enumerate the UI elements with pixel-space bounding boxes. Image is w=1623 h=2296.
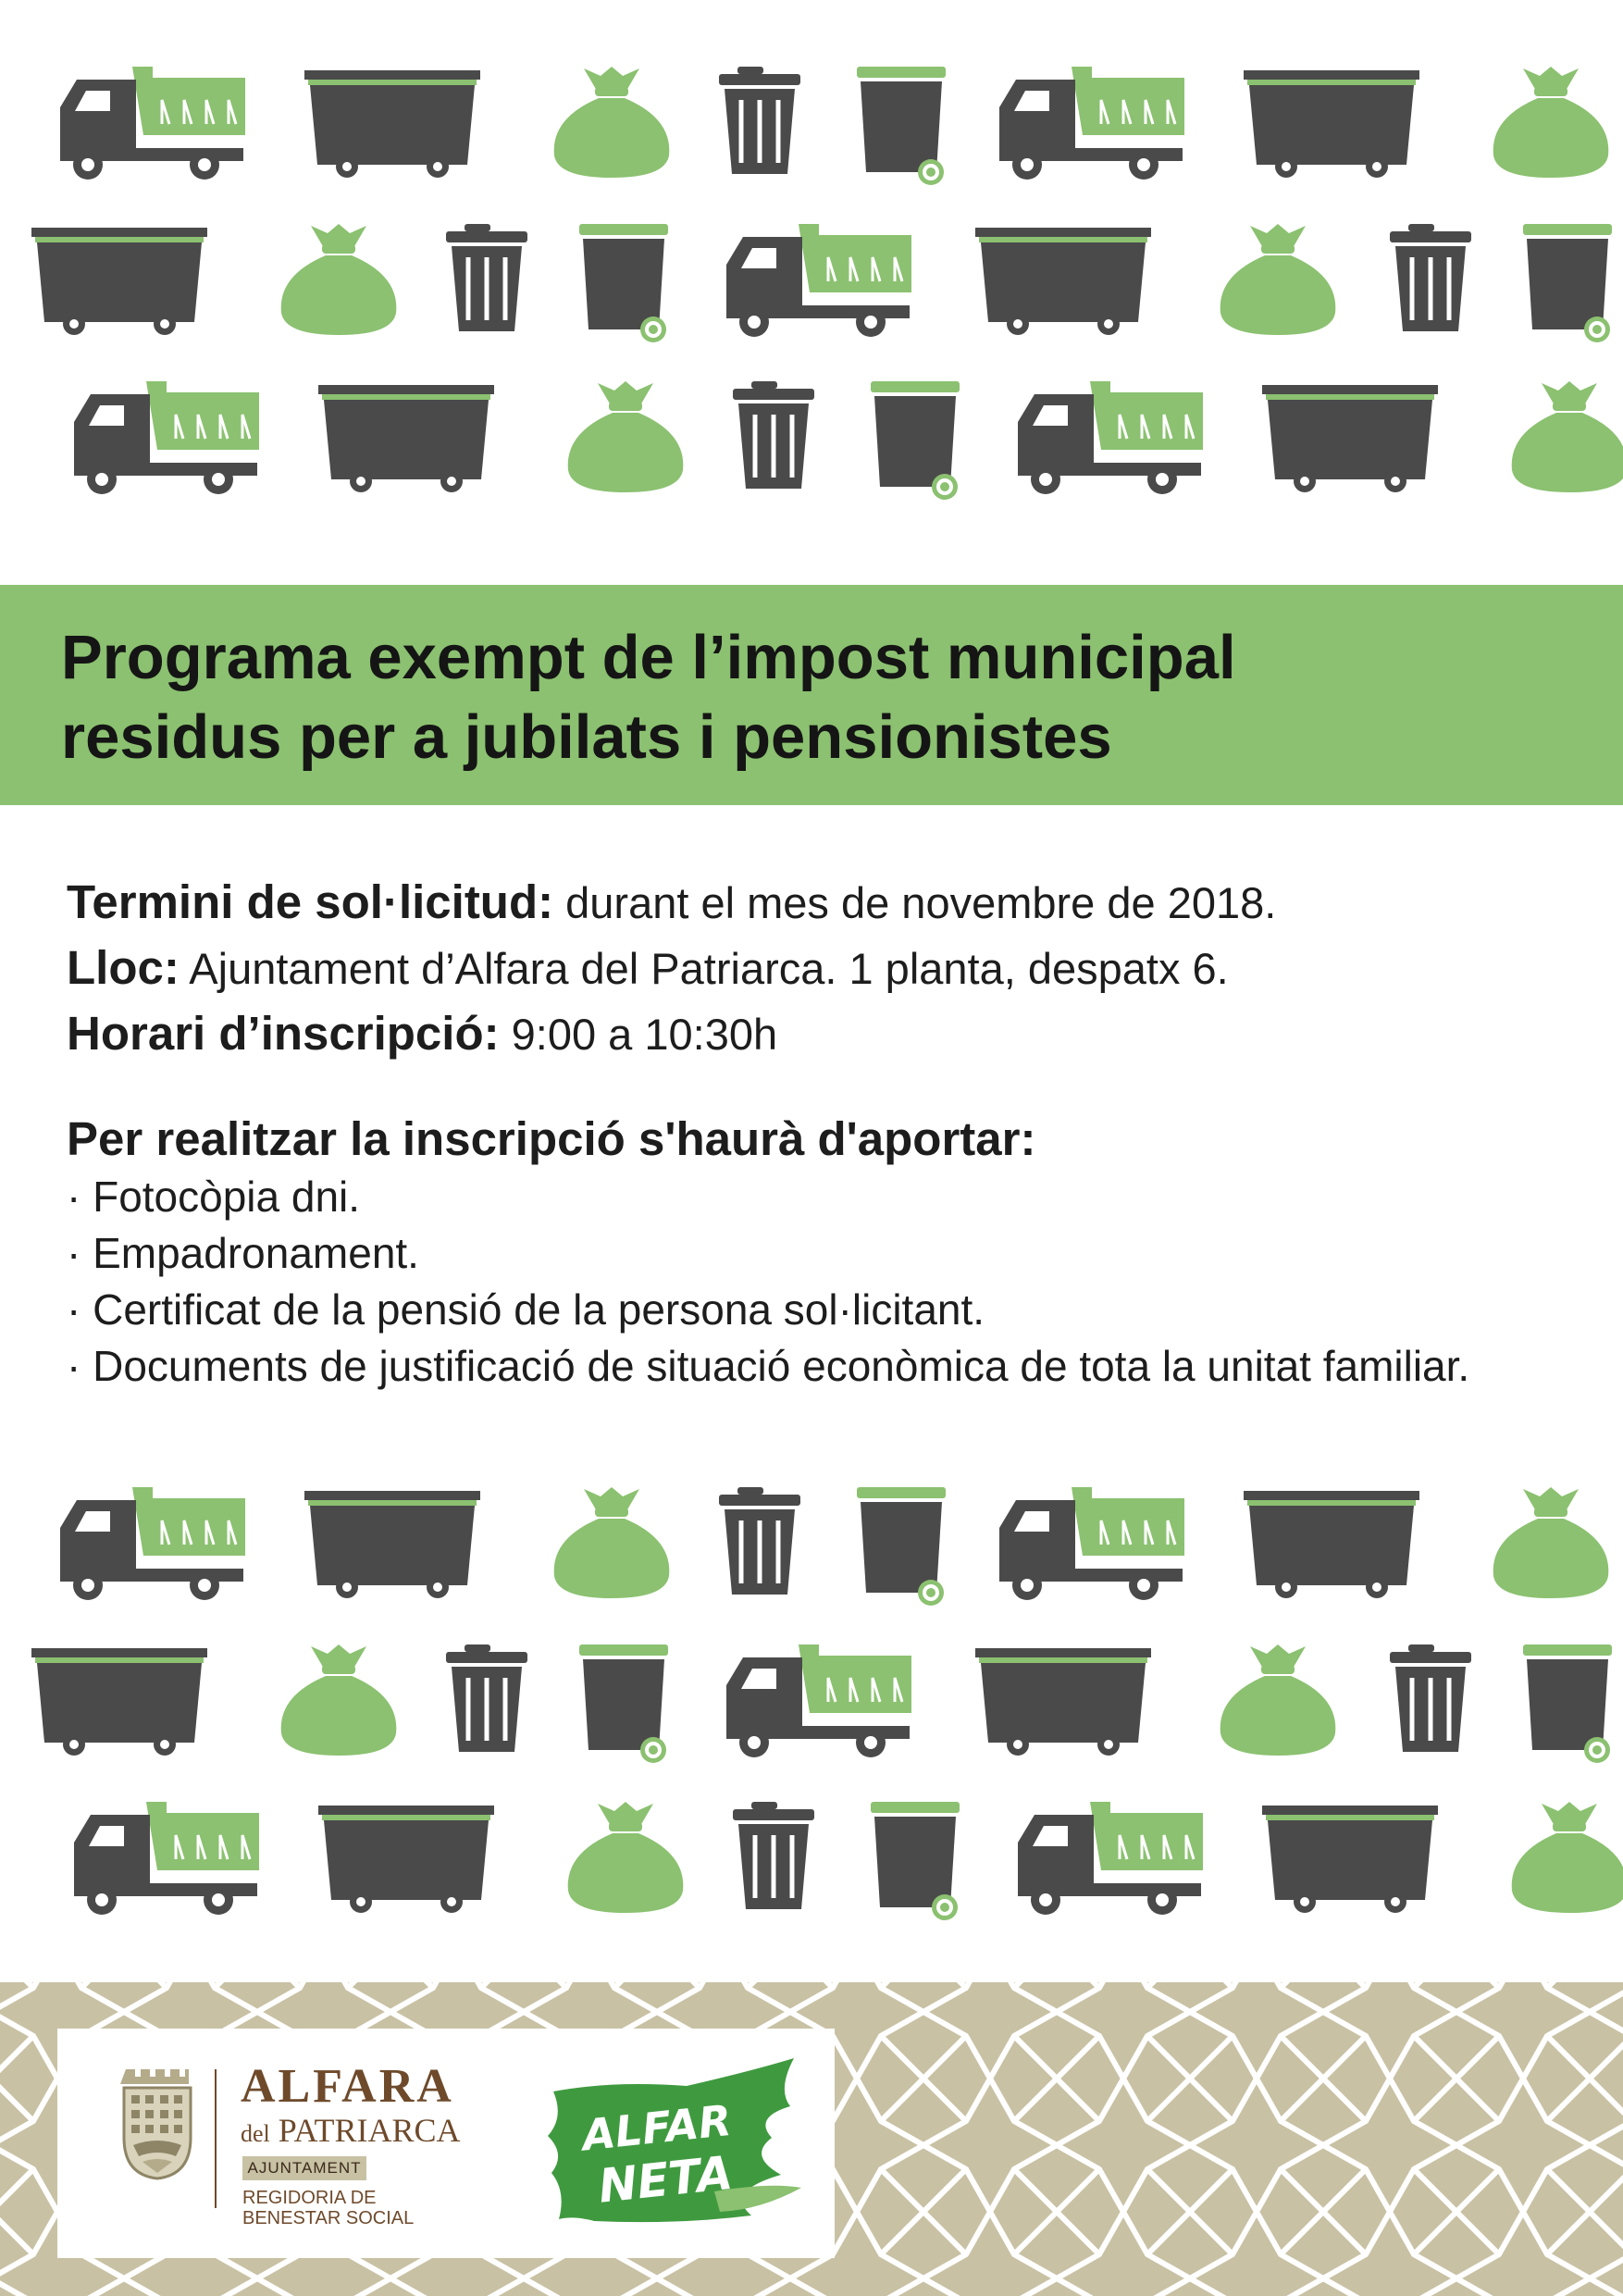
trash-can-icon xyxy=(719,67,800,174)
trash-can-icon xyxy=(1390,1644,1471,1752)
info-section xyxy=(67,870,1584,1395)
container-icon xyxy=(1262,385,1438,492)
wheelie-bin-icon xyxy=(1523,224,1612,342)
list-item: · Empadronament. xyxy=(67,1229,419,1277)
bag-icon xyxy=(1512,381,1623,492)
bag-icon xyxy=(554,67,670,178)
list-item: · Certificat de la pensió de la persona sol·licitant. xyxy=(67,1285,985,1334)
container-icon xyxy=(318,1806,494,1913)
campaign-line-1: ALFAR xyxy=(579,2094,734,2161)
logo-box xyxy=(57,2029,835,2258)
logo-divider xyxy=(215,2069,217,2208)
list-item: · Fotocòpia dni. xyxy=(67,1173,361,1221)
termini-label: Termini de sol·licitud: xyxy=(67,875,554,928)
truck-icon xyxy=(1018,1802,1203,1915)
horari-value: 9:00 a 10:30h xyxy=(499,1010,778,1059)
waste-icon-pattern-top xyxy=(0,56,1623,537)
lloc-value: Ajuntament d’Alfara del Patriarca. 1 planta, despatx 6. xyxy=(179,944,1229,993)
wheelie-bin-icon xyxy=(579,224,668,342)
ajuntament-badge: AJUNTAMENT xyxy=(242,2156,366,2180)
wheelie-bin-icon xyxy=(871,1802,960,1920)
container-icon xyxy=(31,228,207,335)
wheelie-bin-icon xyxy=(871,381,960,500)
truck-icon xyxy=(999,67,1184,180)
title-line-1: Programa exempt de l’impost municipal xyxy=(61,623,1236,692)
truck-icon xyxy=(726,224,911,337)
wheelie-bin-icon xyxy=(579,1644,668,1763)
bag-icon xyxy=(554,1487,670,1598)
bag-icon xyxy=(1512,1802,1623,1913)
title-banner xyxy=(0,585,1623,805)
wheelie-bin-icon xyxy=(1523,1644,1612,1763)
wheelie-bin-icon xyxy=(857,1487,946,1606)
trash-can-icon xyxy=(719,1487,800,1595)
container-icon xyxy=(1244,1491,1419,1598)
truck-icon xyxy=(1018,381,1203,494)
town-subname xyxy=(241,2112,461,2153)
container-icon xyxy=(1244,70,1419,178)
town-prefix: del xyxy=(241,2120,270,2147)
bag-icon xyxy=(1220,224,1336,335)
campaign-line-2: NETA xyxy=(596,2145,736,2214)
wheelie-bin-icon xyxy=(857,67,946,185)
horari-label: Horari d’inscripció: xyxy=(67,1007,500,1060)
title-line-2: residus per a jubilats i pensionistes xyxy=(61,702,1112,772)
truck-icon xyxy=(74,1802,259,1915)
list-item: · Documents de justificació de situació econòmica de tota la unitat familiar. xyxy=(67,1342,1470,1390)
bag-icon xyxy=(281,1644,397,1756)
truck-icon xyxy=(60,1487,245,1600)
container-icon xyxy=(975,1648,1151,1756)
requirements-list xyxy=(67,1169,1584,1395)
lloc-label: Lloc: xyxy=(67,941,180,994)
container-icon xyxy=(318,385,494,492)
waste-icon-pattern-bottom xyxy=(0,1476,1623,1957)
container-icon xyxy=(1262,1806,1438,1913)
bag-icon xyxy=(568,1802,684,1913)
truck-icon xyxy=(726,1644,911,1757)
trash-can-icon xyxy=(446,224,527,331)
footer xyxy=(0,1982,1623,2296)
trash-can-icon xyxy=(733,1802,814,1909)
bag-icon xyxy=(1493,67,1609,178)
termini-value: durant el mes de novembre de 2018. xyxy=(553,878,1277,927)
trash-can-icon xyxy=(1390,224,1471,331)
trash-can-icon xyxy=(446,1644,527,1752)
bag-icon xyxy=(568,381,684,492)
truck-icon xyxy=(60,67,245,180)
regidoria-text: REGIDORIA DE BENESTAR SOCIAL xyxy=(242,2188,415,2228)
horari-line xyxy=(67,1001,1584,1067)
lloc-line xyxy=(67,936,1584,1001)
truck-icon xyxy=(999,1487,1184,1600)
bag-icon xyxy=(1493,1487,1609,1598)
town-name: ALFARA xyxy=(241,2060,454,2113)
container-icon xyxy=(31,1648,207,1756)
container-icon xyxy=(975,228,1151,335)
container-icon xyxy=(304,1491,480,1598)
coat-of-arms-icon xyxy=(120,2066,194,2180)
requirements-title: Per realitzar la inscripció s'haurà d'aportar: xyxy=(67,1112,1036,1165)
bag-icon xyxy=(1220,1644,1336,1756)
truck-icon xyxy=(74,381,259,494)
trash-can-icon xyxy=(733,381,814,489)
termini-line xyxy=(67,870,1584,936)
alfar-neta-logo xyxy=(539,2053,807,2238)
page-title xyxy=(61,618,1588,777)
town-suffix: PATRIARCA xyxy=(278,2112,461,2149)
bag-icon xyxy=(281,224,397,335)
container-icon xyxy=(304,70,480,178)
